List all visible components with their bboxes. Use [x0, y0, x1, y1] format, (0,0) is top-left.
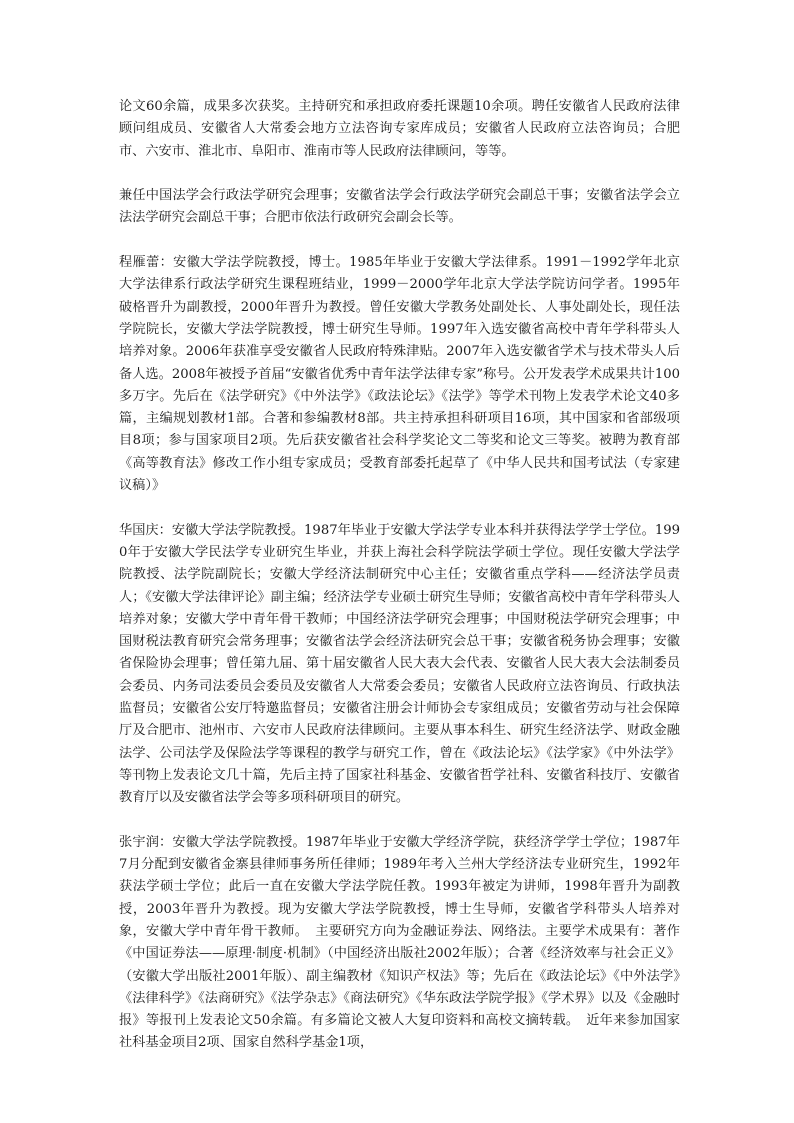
paragraph-zhang-yurun: 张宇润：安徽大学法学院教授。1987年毕业于安徽大学经济学院，获经济学学士学位；1987年7月分配到安徽省金寨县律师事务所任律师；1989年考入兰州大学经济法专业研究生，1992年获法学硕士学位；此后一直在安徽大学法学院任教。1993年被定为讲师，1998年晋升为副教授，2003年晋升为教授。现为安徽大学法学院教授，博士生导师，安徽省学科带头人培养对象，安徽大学中青年骨干教师。 主要研究方向为金融证券法、网络法。主要学术成果有：著作《中国证券法——原理·制度·机制》（中国经济出版社2002年版）；合著《经济效率与社会正义》（安徽大学出版社2001年版）、副主编教材《知识产权法》等；先后在《政法论坛》《中外法学》《法律科学》《法商研究》《法学杂志》《商法研究》《华东政法学院学报》《学术界》以及《金融时报》等报刊上发表论文50余篇。有多篇论文被人大复印资料和高校文摘转载。 近年来参加国家社科基金项目2项、国家自然科学基金1项，	[119, 834, 680, 1051]
paragraph-hua-guoqing: 华国庆：安徽大学法学院教授。1987年毕业于安徽大学法学专业本科并获得法学学士学位。1990年于安徽大学民法学专业研究生毕业，并获上海社会科学院法学硕士学位。现任安徽大学法学院教授、法学院副院长；安徽大学经济法制研究中心主任；安徽省重点学科——经济法学员责人；《安徽大学法律评论》副主编；经济法学专业硕士研究生导师；安徽省高校中青年学科带头人培养对象；安徽大学中青年骨干教师；中国经济法学研究会理事；中国财税法学研究会理事；中国财税法教育研究会常务理事；安徽省法学会经济法研究会总干事；安徽省税务协会理事；安徽省保险协会理事；曾任第九届、第十届安徽省人民大表大会代表、安徽省人民大表大会法制委员会委员、内务司法委员会委员及安徽省人大常委会委员；安徽省人民政府立法咨询员、行政执法监督员；安徽省公安厅特邀监督员；安徽省注册会计师协会专家组成员；安徽省劳动与社会保障厅及合肥市、池州市、六安市人民政府法律顾问。主要从事本科生、研究生经济法学、财政金融法学、公司法学及保险法学等课程的教学与研究工作，曾在《政法论坛》《法学家》《中外法学》等刊物上发表论文几十篇，先后主持了国家社科基金、安徽省哲学社科、安徽省科技厅、安徽省教育厅以及安徽省法学会等多项科研项目的研究。	[119, 522, 680, 806]
document-body	[119, 96, 680, 1077]
paragraph-cheng-yanlei: 程雁蕾：安徽大学法学院教授，博士。1985年毕业于安徽大学法律系。1991－1992学年北京大学法律系行政法学研究生课程班结业，1999－2000学年北京大学法学院访问学者。1995年破格晋升为副教授，2000年晋升为教授。曾任安徽大学教务处副处长、人事处副处长，现任法学院院长，安徽大学法学院教授，博士研究生导师。1997年入选安徽省高校中青年学科带头人培养对象。2006年获准享受安徽省人民政府特殊津贴。2007年入选安徽省学术与技术带头人后备人选。2008年被授予首届“安徽省优秀中青年法学法律专家”称号。公开发表学术成果共计100多万字。先后在《法学研究》《中外法学》《政法论坛》《法学》等学术刊物上发表学术论文40多篇，主编规划教材1部。合著和参编教材8部。共主持承担科研项目16项，其中国家和省部级项目8项；参与国家项目2项。先后获安徽省社会科学奖论文二等奖和论文三等奖。被聘为教育部《高等教育法》修改工作小组专家成员；受教育部委托起草了《中华人民共和国考试法（专家建议稿）》	[119, 255, 680, 494]
paragraph-publications: 论文60余篇，成果多次获奖。主持研究和承担政府委托课题10余项。聘任安徽省人民政府法律顾问组成员、安徽省人大常委会地方立法咨询专家库成员；安徽省人民政府立法咨询员；合肥市、六安市、淮北市、阜阳市、淮南市等人民政府法律顾问，等等。	[119, 99, 680, 159]
paragraph-concurrent-posts: 兼任中国法学会行政法学研究会理事；安徽省法学会行政法学研究会副总干事；安徽省法学会立法法学研究会副总干事；合肥市依法行政研究会副会长等。	[119, 188, 680, 226]
